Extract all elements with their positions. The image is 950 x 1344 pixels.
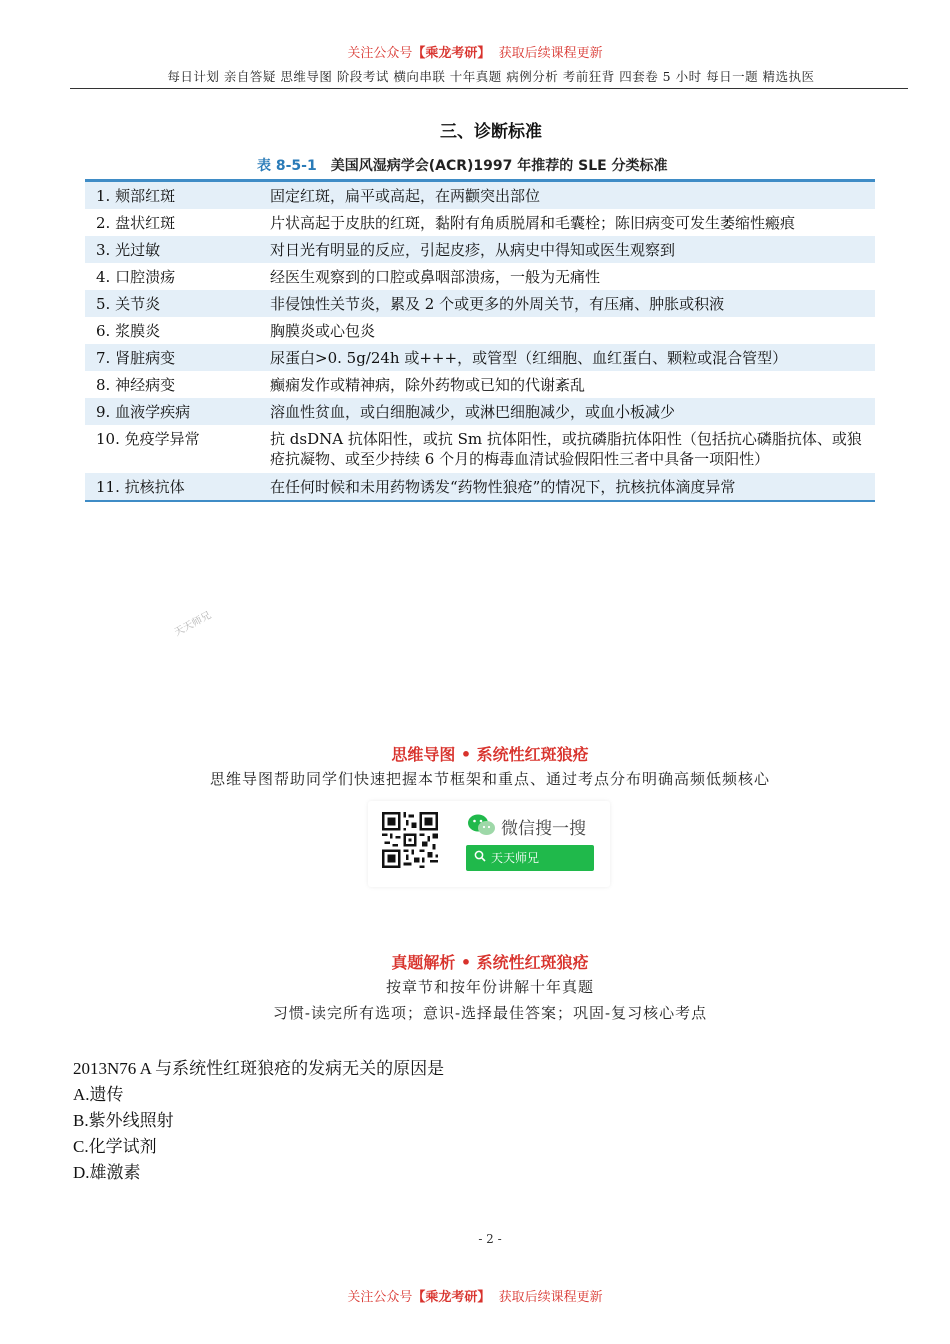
- criteria-table: [85, 153, 875, 502]
- promo-text-after: 获取后续课程更新: [498, 1290, 603, 1305]
- criterion-desc: 尿蛋白>0. 5g/24h 或+++，或管型（红细胞、血红蛋白、颗粒或混合管型）: [270, 344, 875, 371]
- promo-banner-top: [0, 42, 950, 61]
- table-row: [85, 182, 875, 209]
- criteria-table-body: [85, 182, 875, 500]
- table-row: [85, 473, 875, 500]
- question-option: D.雄激素: [73, 1163, 141, 1182]
- criterion-item: 5. 关节炎: [85, 290, 270, 317]
- criterion-desc: 癫痫发作或精神病，除外药物或已知的代谢紊乱: [270, 375, 586, 394]
- table-row: [85, 317, 875, 344]
- promo-text-after: 获取后续课程更新: [498, 46, 603, 61]
- wechat-search-card[interactable]: [368, 801, 610, 887]
- exam-line-2: 习惯-读完所有选项；意识-选择最佳答案；巩固-复习核心考点: [272, 1004, 708, 1022]
- table-row: [85, 398, 875, 425]
- table-row: [85, 290, 875, 317]
- wechat-search-button-label: 天天师兄: [491, 851, 540, 865]
- criterion-desc: 固定红斑，扁平或高起，在两颧突出部位: [270, 182, 875, 209]
- criterion-desc: 在任何时候和未用药物诱发“药物性狼疮”的情况下，抗核抗体滴度异常: [270, 473, 875, 500]
- criterion-item: 3. 光过敏: [85, 236, 270, 263]
- criterion-item: 7. 肾脏病变: [85, 344, 270, 371]
- table-row: [85, 344, 875, 371]
- criterion-desc: 经医生观察到的口腔或鼻咽部溃疡，一般为无痛性: [270, 267, 601, 286]
- criterion-item: 8. 神经病变: [96, 375, 176, 394]
- criterion-item: 6. 浆膜炎: [96, 321, 161, 340]
- criterion-desc: 非侵蚀性关节炎，累及 2 个或更多的外周关节，有压痛、肿胀或积液: [270, 290, 875, 317]
- question-option: B.紫外线照射: [73, 1111, 174, 1130]
- header-divider: [70, 88, 908, 89]
- page-number: - 2 -: [478, 1232, 502, 1246]
- question-option: C.化学试剂: [73, 1137, 157, 1156]
- promo-text-before: 关注公众号: [347, 1290, 413, 1305]
- criterion-item: 9. 血液学疾病: [85, 398, 270, 425]
- question-option: A.遗传: [73, 1085, 124, 1104]
- qr-code-icon: [382, 812, 438, 868]
- table-caption: [85, 153, 875, 179]
- table-row: [85, 236, 875, 263]
- feature-nav-line: 每日计划 亲自答疑 思维导图 阶段考试 横向串联 十年真题 病例分析 考前狂背 四套卷 5 小时 每日一题 精选执医: [167, 69, 815, 84]
- wechat-icon: [467, 813, 497, 837]
- table-bottom-rule: [85, 500, 875, 502]
- search-icon: [474, 845, 486, 871]
- section-title: 三、诊断标准: [440, 122, 542, 142]
- criterion-desc: 对日光有明显的反应，引起皮疹，从病史中得知或医生观察到: [270, 236, 875, 263]
- question-stem: 2013N76 A 与系统性红斑狼疮的发病无关的原因是: [73, 1059, 445, 1078]
- watermark: 天天师兄: [172, 610, 214, 639]
- promo-brand: 【乘龙考研】: [412, 46, 491, 61]
- criterion-desc: 抗 dsDNA 抗体阳性，或抗 Sm 抗体阳性，或抗磷脂抗体阳性（包括抗心磷脂抗体、或狼疮抗凝物、或至少持续 6 个月的梅毒血清试验假阳性三者中具备一项阳性）: [270, 430, 862, 468]
- exam-line-1: 按章节和按年份讲解十年真题: [385, 978, 594, 996]
- promo-brand: 【乘龙考研】: [412, 1290, 491, 1305]
- exam-title: 真题解析 • 系统性红斑狼疮: [391, 953, 589, 972]
- wechat-search-label: 微信搜一搜: [501, 819, 586, 839]
- criterion-item: 4. 口腔溃疡: [96, 267, 176, 286]
- table-title: 美国风湿病学会(ACR)1997 年推荐的 SLE 分类标准: [330, 158, 668, 174]
- criterion-desc: 胸膜炎或心包炎: [270, 321, 376, 340]
- criterion-desc: 片状高起于皮肤的红斑，黏附有角质脱屑和毛囊栓；陈旧病变可发生萎缩性瘢痕: [270, 213, 796, 232]
- criterion-desc: 溶血性贫血，或白细胞减少，或淋巴细胞减少，或血小板减少: [270, 398, 875, 425]
- table-row: [85, 371, 875, 398]
- table-number: 表 8-5-1: [257, 158, 317, 174]
- table-row: [85, 209, 875, 236]
- table-row: [85, 263, 875, 290]
- mindmap-description: 思维导图帮助同学们快速把握本节框架和重点、通过考点分布明确高频低频核心: [209, 770, 770, 788]
- criterion-item: 11. 抗核抗体: [85, 473, 270, 500]
- criterion-item: 10. 免疫学异常: [96, 430, 200, 448]
- promo-banner-bottom: [0, 1286, 950, 1305]
- wechat-search-button[interactable]: [466, 845, 594, 871]
- mindmap-title: 思维导图 • 系统性红斑狼疮: [391, 745, 589, 764]
- promo-text-before: 关注公众号: [347, 46, 413, 61]
- criterion-item: 2. 盘状红斑: [96, 213, 176, 232]
- table-row: [85, 425, 875, 473]
- criterion-item: 1. 颊部红斑: [85, 182, 270, 209]
